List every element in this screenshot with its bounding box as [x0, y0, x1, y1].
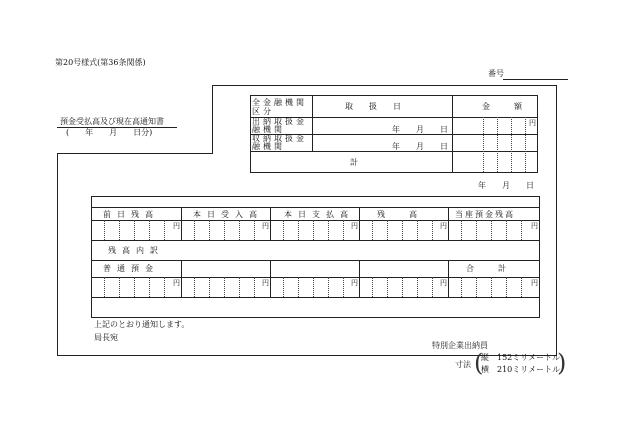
row1-date: 年 月 日	[392, 125, 448, 134]
form-border-right	[556, 85, 557, 356]
yen-row2-col2: 円	[262, 279, 269, 287]
yen-row2-col5: 円	[531, 279, 538, 287]
header-current-deposit: 当座預金残高	[455, 210, 515, 219]
issuer: 特別企業出納員	[432, 341, 488, 350]
yen-row2-col1: 円	[173, 279, 180, 287]
size-brace-right: )	[557, 349, 567, 377]
header-paid-today: 本日支払高	[284, 210, 354, 219]
form-id: 第20号様式(第36条関係)	[55, 58, 146, 67]
form-border-left	[57, 153, 58, 355]
yen-col4: 円	[440, 222, 447, 230]
header-balance: 残 高	[377, 210, 417, 219]
form-border-step-left	[212, 85, 213, 153]
size-vertical: 縦 152ミリメートル	[481, 353, 561, 362]
total-label: 計	[350, 158, 358, 167]
period-label: ( 年 月 日分)	[66, 128, 153, 137]
number-label: 番号	[488, 69, 504, 78]
yen-col5: 円	[531, 222, 538, 230]
notice-title: 預金受払高及び現在高通知書	[60, 117, 164, 126]
notice-text: 上記のとおり通知します。	[94, 320, 190, 329]
amount-yen: 円	[529, 119, 536, 127]
size-label: 寸法	[455, 360, 471, 369]
row1-label: 出納取扱金融機関	[252, 117, 307, 134]
yen-col1: 円	[173, 222, 180, 230]
header-received-today: 本日受入高	[193, 210, 263, 219]
form-border-top	[212, 85, 556, 86]
row2-label: 収納取扱金融機関	[252, 134, 307, 151]
size-horizontal: 横 210ミリメートル	[481, 365, 561, 374]
total-row-label: 合 計	[466, 264, 506, 273]
addressee: 局長宛	[94, 333, 118, 342]
yen-row2-col3: 円	[351, 279, 358, 287]
number-underline	[503, 79, 568, 80]
form-border-step	[57, 153, 213, 154]
yen-col3: 円	[351, 222, 358, 230]
breakdown-label: 残高内訳	[108, 246, 164, 255]
ordinary-deposit-label: 普通預金	[103, 264, 159, 273]
yen-col2: 円	[262, 222, 269, 230]
issue-date: 年 月 日	[478, 181, 534, 190]
handling-date-header: 取 扱 日	[345, 102, 401, 111]
institution-header: 全金融機関区分	[252, 98, 307, 116]
row2-date: 年 月 日	[392, 142, 448, 151]
header-previous-balance: 前日残高	[103, 210, 159, 219]
yen-row2-col4: 円	[440, 279, 447, 287]
amount-header: 金 額	[482, 102, 522, 111]
size-brace-left: (	[474, 349, 484, 377]
